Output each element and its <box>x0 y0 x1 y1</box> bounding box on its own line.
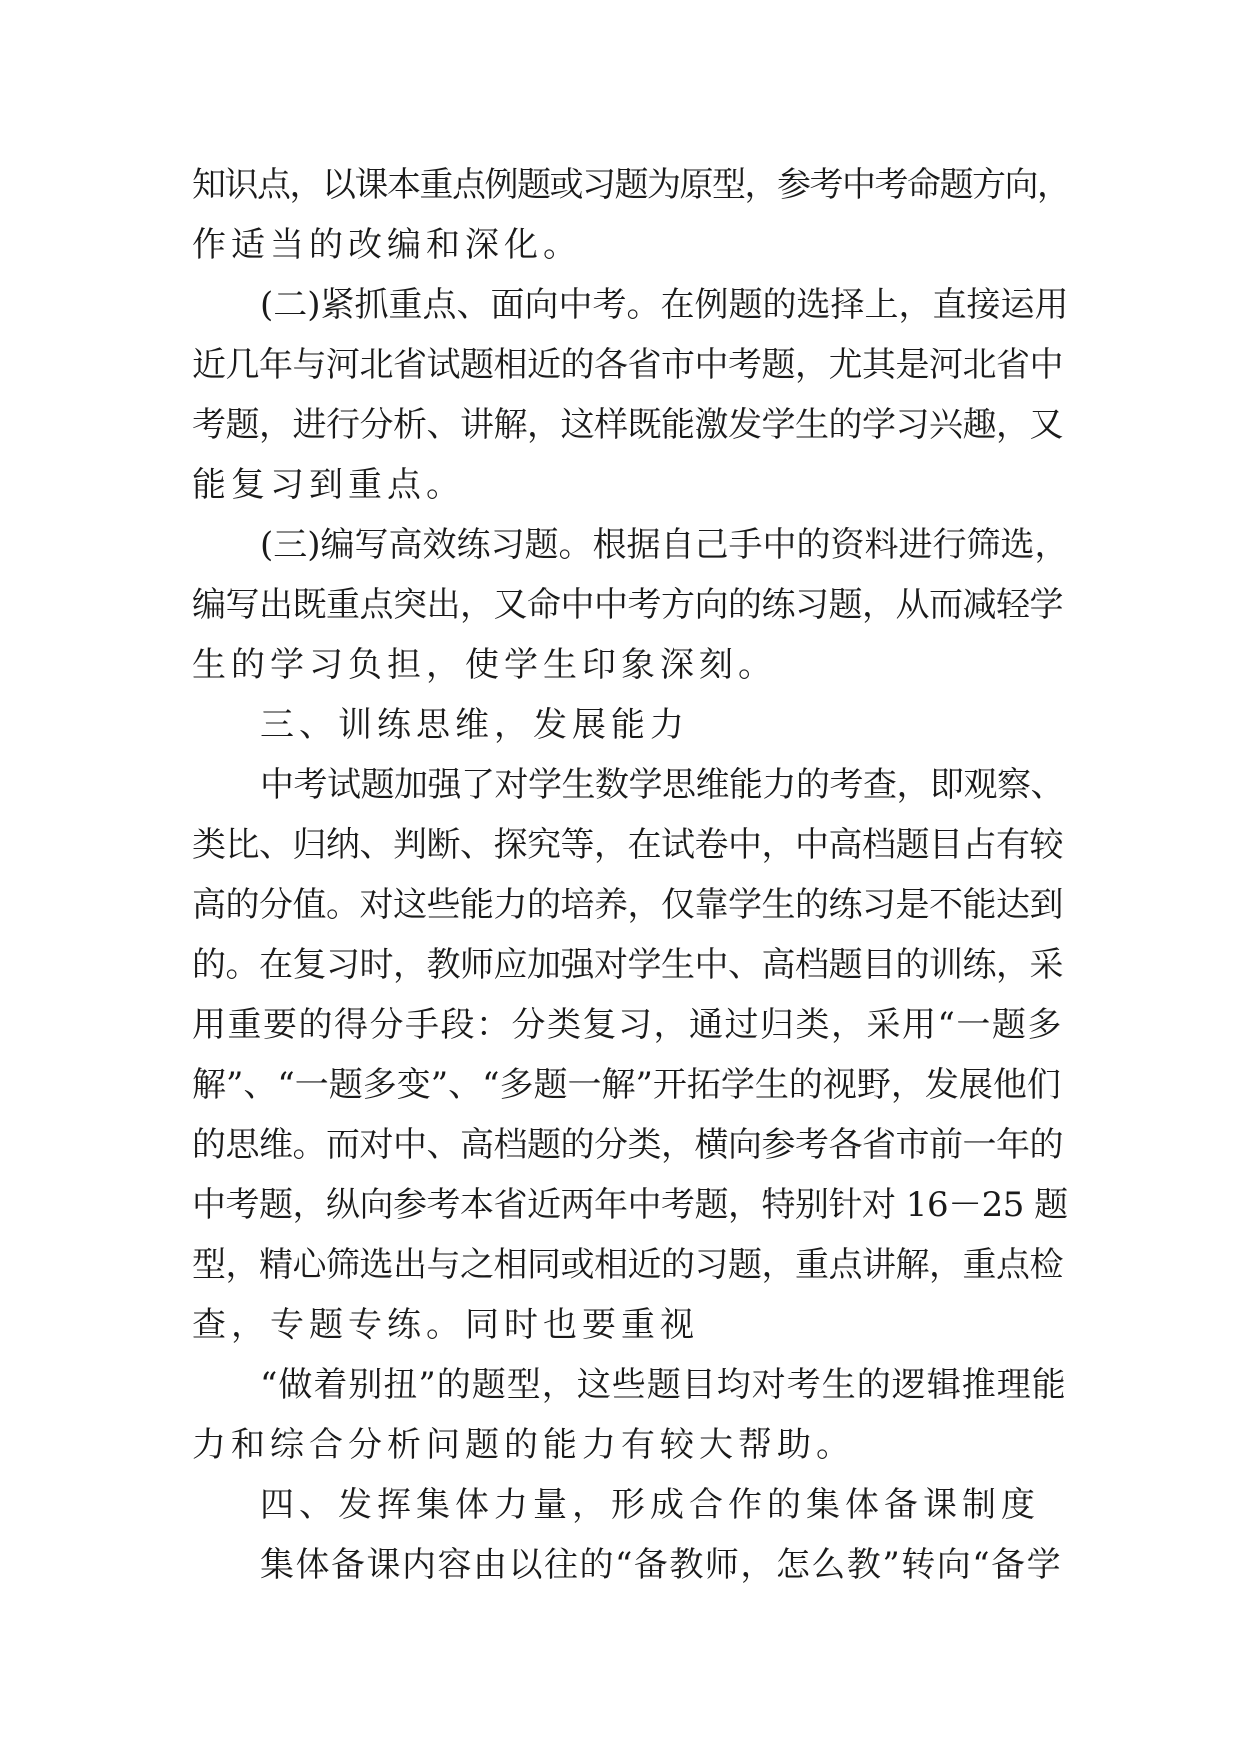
text-line: 生的学习负担，使学生印象深刻。 <box>192 645 777 685</box>
text-line: 的思维。而对中、高档题的分类，横向参考各省市前一年的 <box>192 1125 1063 1165</box>
paragraph-start: 中考试题加强了对学生数学思维能力的考查，即观察、 <box>260 765 1064 805</box>
text-line: 型，精心筛选出与之相同或相近的习题，重点讲解，重点检 <box>192 1245 1063 1285</box>
text-line: 的。在复习时，教师应加强对学生中、高档题目的训练，采 <box>192 945 1063 985</box>
text-line: 考题，进行分析、讲解，这样既能激发学生的学习兴趣，又 <box>192 405 1063 445</box>
paragraph-start: (二)紧抓重点、面向中考。在例题的选择上，直接运用 <box>260 285 1069 325</box>
text-line: 近几年与河北省试题相近的各省市中考题，尤其是河北省中 <box>192 345 1063 385</box>
text-line: 类比、归纳、判断、探究等，在试卷中，中高档题目占有较 <box>192 825 1063 865</box>
body-text <box>192 155 1072 1595</box>
text-line: 编写出既重点突出，又命中中考方向的练习题，从而减轻学 <box>192 585 1063 625</box>
text-line: 查，专题专练。同时也要重视 <box>192 1305 699 1345</box>
text-line: 中考题，纵向参考本省近两年中考题，特别针对 16－25 题 <box>192 1185 1068 1225</box>
text-line: 高的分值。对这些能力的培养，仅靠学生的练习是不能达到 <box>192 885 1063 925</box>
paragraph-start: “做着别扭”的题型，这些题目均对考生的逻辑推理能 <box>260 1365 1067 1405</box>
paragraph-start: (三)编写高效练习题。根据自己手中的资料进行筛选， <box>260 525 1069 565</box>
section-heading: 三、训练思维，发展能力 <box>260 705 689 745</box>
text-line: 作适当的改编和深化。 <box>192 225 582 265</box>
section-heading: 四、发挥集体力量，形成合作的集体备课制度 <box>260 1485 1040 1525</box>
text-line: 解”、“一题多变”、“多题一解”开拓学生的视野，发展他们 <box>192 1065 1061 1105</box>
text-line: 力和综合分析问题的能力有较大帮助。 <box>192 1425 855 1465</box>
text-line: 知识点，以课本重点例题或习题为原型，参考中考命题方向， <box>192 165 1070 205</box>
paragraph-start: 集体备课内容由以往的“备教师，怎么教”转向“备学 <box>260 1545 1063 1585</box>
text-line: 能复习到重点。 <box>192 465 465 505</box>
text-line: 用重要的得分手段：分类复习，通过归类，采用“一题多 <box>192 1005 1063 1045</box>
